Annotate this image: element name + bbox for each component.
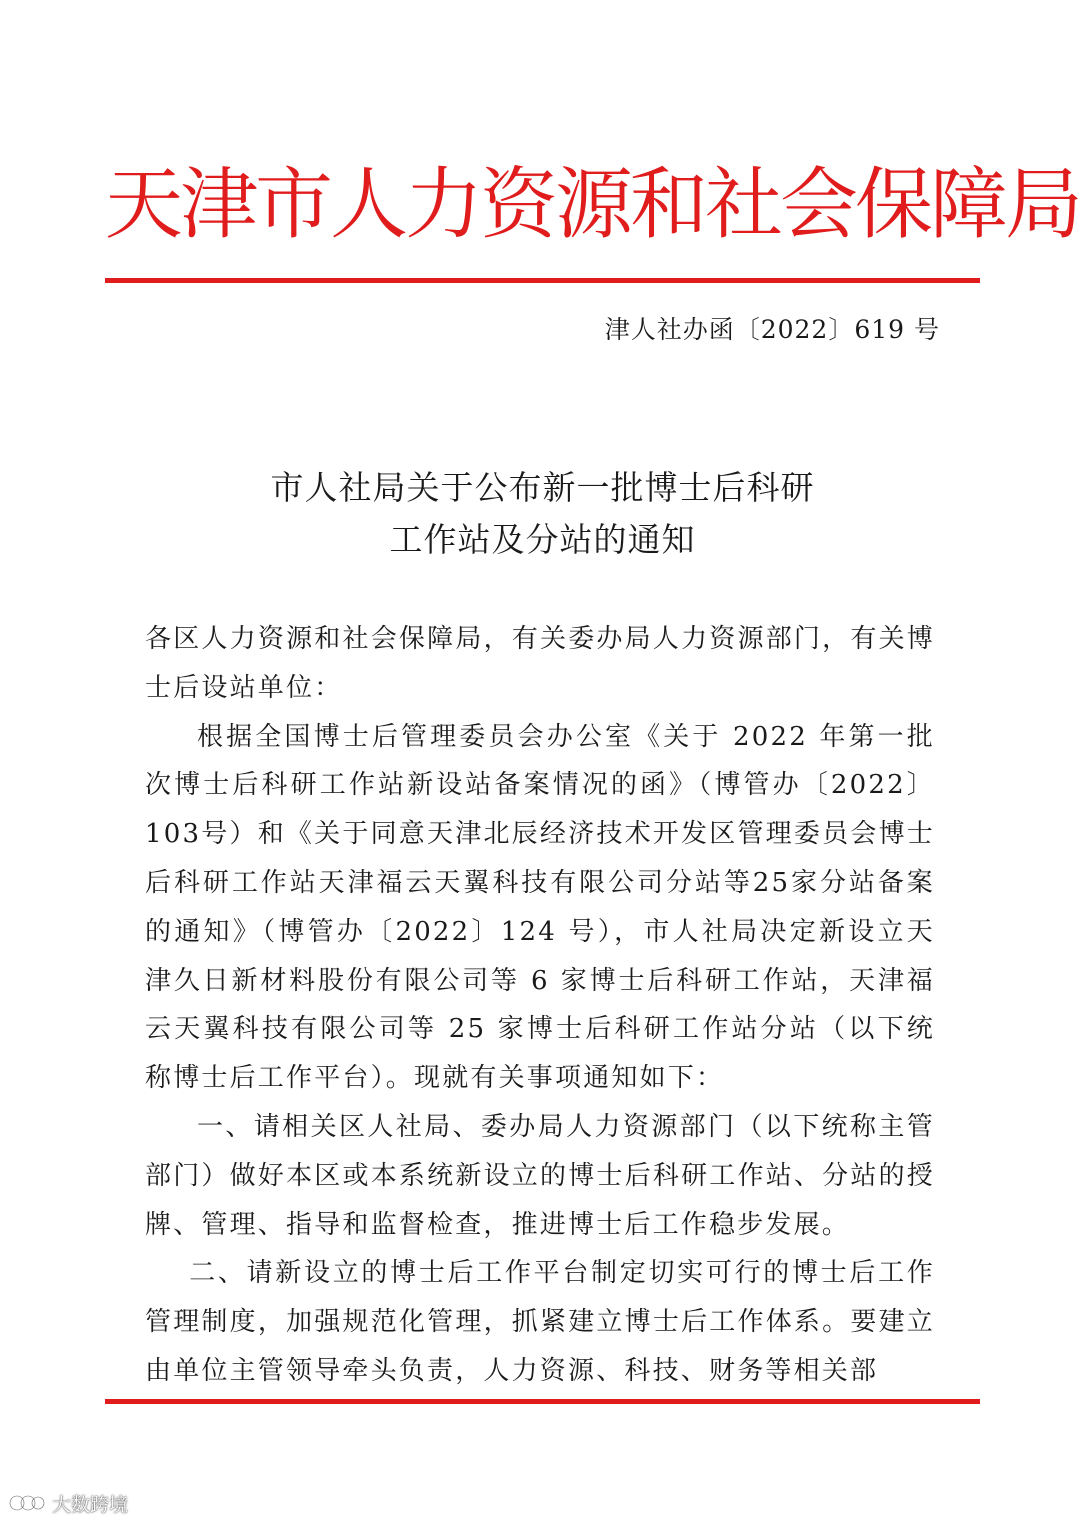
title-line-1: 市人社局关于公布新一批博士后科研: [270, 468, 815, 507]
document-title: [105, 462, 980, 566]
salutation: 各区人力资源和社会保障局，有关委办局人力资源部门，有关博士后设站单位：: [145, 624, 935, 703]
body-paragraph: 二、请新设立的博士后工作平台制定切实可行的博士后工作管理制度，加强规范化管理，抓紧建立博士后工作体系。要建立由单位主管领导牵头负责，人力资源、科技、财务等相关部: [145, 1258, 935, 1386]
title-line-2: 工作站及分站的通知: [389, 520, 696, 559]
body-paragraph: 一、请相关区人社局、委办局人力资源部门（以下统称主管部门）做好本区或本系统新设立的博士后科研工作站、分站的授牌、管理、指导和监督检查，推进博士后工作稳步发展。: [145, 1111, 935, 1240]
document-number: 津人社办函〔2022〕619 号: [604, 315, 940, 344]
watermark: [8, 1488, 128, 1518]
footer-divider: [105, 1399, 980, 1404]
watermark-text: 大数跨境: [52, 1493, 129, 1516]
document-body: [145, 615, 935, 1396]
agency-masthead: 天津市人力资源和社会保障局: [105, 160, 1080, 250]
brand-logo-icon: [8, 1492, 46, 1514]
body-paragraph: 根据全国博士后管理委员会办公室《关于 2022 年第一批次博士后科研工作站新设站备案情况的函》（博管办〔2022〕103号）和《关于同意天津北辰经济技术开发区管理委员会博士后科研工作站天津福云天翼科技有限公司分站等25家分站备案的通知》（博管办〔2022〕124 号），市人社局决定新设立天津久日新材料股份有限公司等 6 家博士后科研工作站，天津福云天翼科技有限公司等 25 家博士后科研工作站分站（以下统称博士后工作平台）。现就有关事项通知如下：: [145, 721, 935, 1094]
masthead-divider: [105, 278, 980, 283]
